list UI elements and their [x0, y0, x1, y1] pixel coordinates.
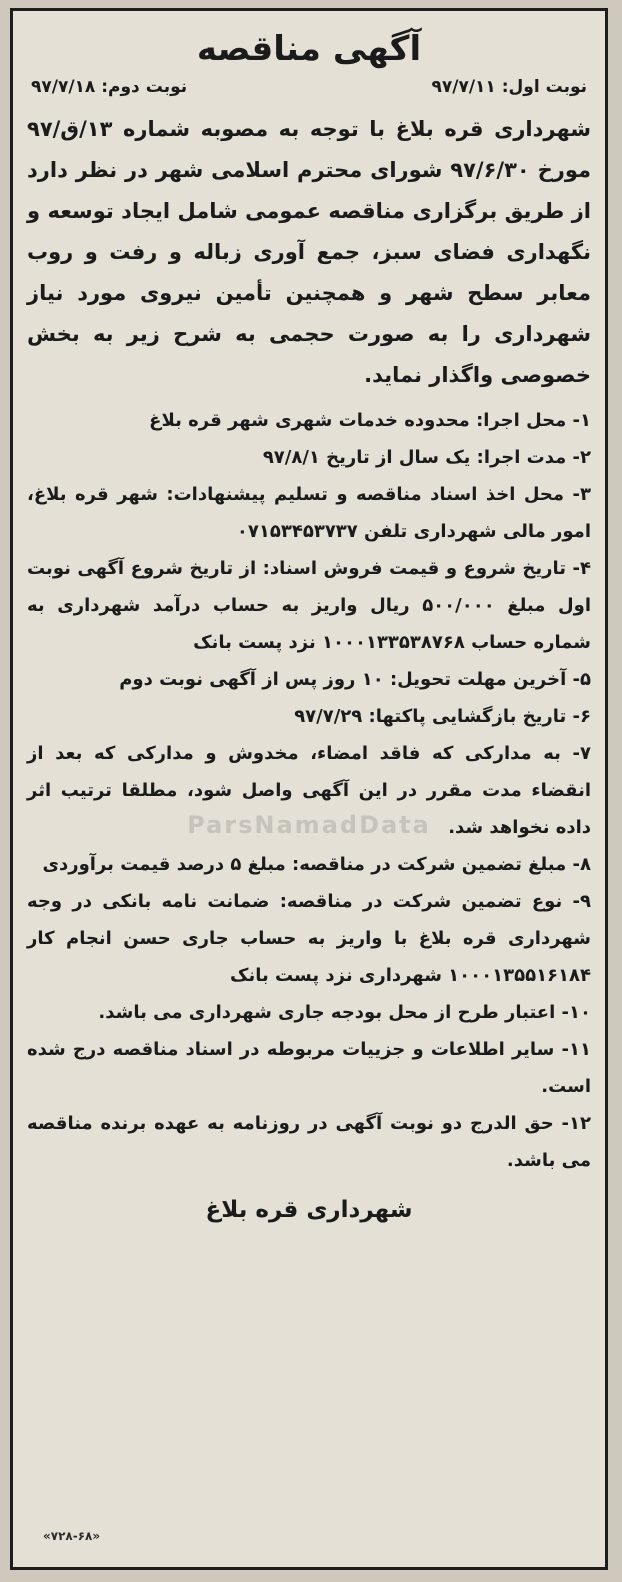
reference-code: «۷۲۸-۶۸»: [43, 1529, 101, 1543]
condition-item: ۱۲- حق الدرج دو نوبت آگهی در روزنامه به عهده برنده مناقصه می باشد.: [27, 1113, 591, 1171]
condition-item: ۹- نوع تضمین شرکت در مناقصه: ضمانت نامه بانکی در وجه شهرداری قره بلاغ با واریز به حساب جاری حسن انجام کار ۱۰۰۰۱۳۵۵۱۶۱۸۴ شهرداری نزد پست بانک: [27, 891, 591, 986]
condition-item: ۴- تاریخ شروع و قیمت فروش اسناد: از تاریخ شروع آگهی نوبت اول مبلغ ۵۰۰/۰۰۰ ریال واریز به حساب درآمد شهرداری به شماره حساب ۱۰۰۰۱۳۳۵۳۸۷۶۸ نزد پست بانک: [27, 558, 591, 653]
intro-paragraph: شهرداری قره بلاغ با توجه به مصوبه شماره ۱۳/ق/۹۷ مورخ ۹۷/۶/۳۰ شورای محترم اسلامی شهر در نظر دارد از طریق برگزاری مناقصه عمومی شامل ایجاد توسعه و نگهداری فضای سبز، جمع آوری زباله و رفت و روب معابر سطح شهر و همچنین تأمین نیروی مورد نیاز شهرداری را به صورت حجمی به شرح زیر به بخش خصوصی واگذار نماید.: [27, 117, 591, 387]
condition-item: ۸- مبلغ تضمین شرکت در مناقصه: مبلغ ۵ درصد قیمت برآوردی: [42, 854, 591, 875]
first-round-date: نوبت اول: ۹۷/۷/۱۱: [431, 77, 587, 97]
watermark: ParsNamadData: [187, 811, 431, 839]
condition-item: ۱۱- سایر اطلاعات و جزییات مربوطه در اسناد مناقصه درج شده است.: [27, 1039, 591, 1097]
conditions-list: [27, 402, 591, 1179]
tender-notice: [10, 8, 608, 1570]
condition-item: ۳- محل اخذ اسناد مناقصه و تسلیم پیشنهادات: شهر قره بلاغ، امور مالی شهرداری تلفن ۰۷۱۵۳۴۵۳۷۳۷: [27, 484, 591, 542]
condition-item: ۱۰- اعتبار طرح از محل بودجه جاری شهرداری می باشد.: [98, 1002, 591, 1023]
publication-rounds: [27, 77, 591, 97]
second-round-date: نوبت دوم: ۹۷/۷/۱۸: [31, 77, 188, 97]
condition-item: ۶- تاریخ بازگشایی پاکتها: ۹۷/۷/۲۹: [294, 706, 591, 727]
signature: شهرداری قره بلاغ: [205, 1197, 413, 1223]
condition-item: ۷- به مدارکی که فاقد امضاء، مخدوش و مدارکی که بعد از انقضاء مدت مقرر در این آگهی واصل شود، مطلقا ترتیب اثر داده نخواهد شد.: [27, 743, 591, 838]
condition-item: ۱- محل اجرا: محدوده خدمات شهری شهر قره بلاغ: [149, 410, 591, 431]
condition-item: ۲- مدت اجرا: یک سال از تاریخ ۹۷/۸/۱: [262, 447, 591, 468]
condition-item: ۵- آخرین مهلت تحویل: ۱۰ روز پس از آگهی نوبت دوم: [119, 669, 591, 690]
notice-title: آگهی مناقصه: [196, 29, 422, 69]
